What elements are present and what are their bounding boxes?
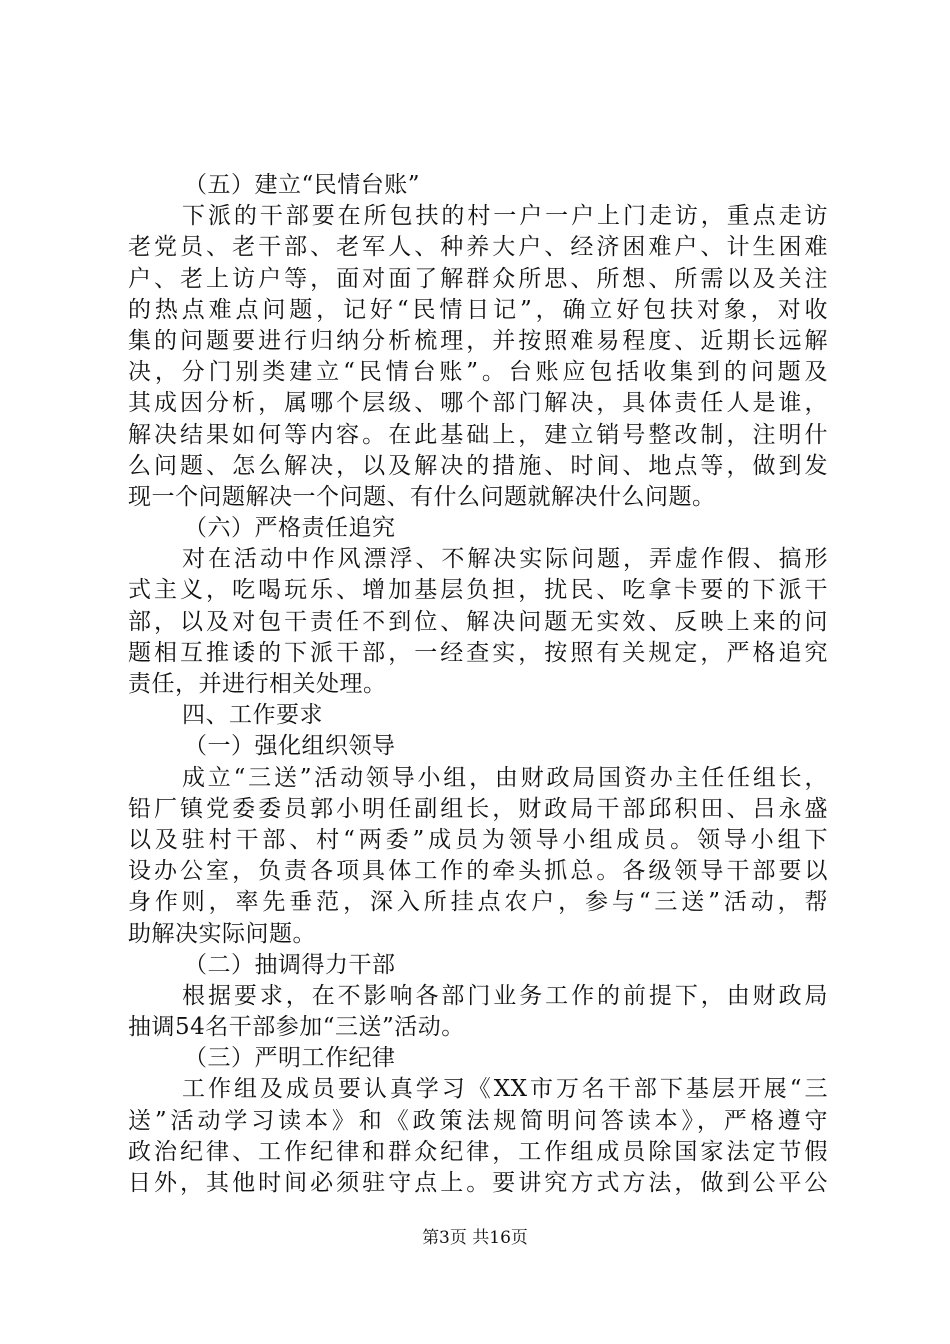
text-line: 对在活动中作风漂浮、不解决实际问题，弄虚作假、搞形 bbox=[182, 546, 828, 573]
text-line: 决，分门别类建立“民情台账”。台账应包括收集到的问题及 bbox=[128, 359, 828, 386]
text-line: 式主义，吃喝玩乐、增加基层负担，扰民、吃拿卡要的下派干 bbox=[128, 577, 828, 604]
text-line: 老党员、老干部、老军人、种养大户、经济困难户、计生困难 bbox=[128, 234, 828, 261]
text-line: 题相互推诿的下派干部，一经查实，按照有关规定，严格追究 bbox=[128, 639, 828, 666]
text-line: 的热点难点问题，记好“民情日记”，确立好包扶对象，对收 bbox=[128, 296, 828, 323]
text-line: 日外，其他时间必须驻守点上。要讲究方式方法，做到公平公 bbox=[128, 1170, 828, 1196]
section-heading-line: （五）建立“民情台账” bbox=[184, 172, 421, 198]
text-line: 成立“三送”活动领导小组，由财政局国资办主任任组长， bbox=[182, 764, 828, 791]
text-line: 其成因分析，属哪个层级、哪个部门解决，具体责任人是谁， bbox=[128, 390, 828, 417]
text-line: 设办公室，负责各项具体工作的牵头抓总。各级领导干部要以 bbox=[128, 858, 828, 885]
text-line: 工作组及成员要认真学习《XX市万名干部下基层开展“三 bbox=[182, 1076, 828, 1103]
text-line: 四、工作要求 bbox=[182, 702, 323, 729]
text-line: 抽调54名干部参加“三送”活动。 bbox=[128, 1014, 465, 1041]
text-line: 政治纪律、工作纪律和群众纪律，工作组成员除国家法定节假 bbox=[128, 1138, 828, 1165]
text-line: 以及驻村干部、村“两委”成员为领导小组成员。领导小组下 bbox=[128, 826, 828, 853]
text-line: 下派的干部要在所包扶的村一户一户上门走访，重点走访 bbox=[182, 203, 828, 230]
text-line: 么问题、怎么解决，以及解决的措施、时间、地点等，做到发 bbox=[128, 452, 828, 479]
text-line: 助解决实际问题。 bbox=[128, 920, 316, 947]
section-heading-line: （三）严明工作纪律 bbox=[184, 1045, 396, 1072]
section-heading-line: （六）严格责任追究 bbox=[184, 515, 396, 542]
text-line: 户、老上访户等，面对面了解群众所思、所想、所需以及关注 bbox=[128, 265, 828, 292]
page-footer: 第3页 共16页 bbox=[422, 1228, 528, 1248]
text-line: 根据要求，在不影响各部门业务工作的前提下，由财政局 bbox=[182, 982, 828, 1009]
text-line: 身作则，率先垂范，深入所挂点农户，参与“三送”活动，帮 bbox=[128, 889, 828, 916]
text-line: 部，以及对包干责任不到位、解决问题无实效、反映上来的问 bbox=[128, 608, 828, 635]
text-line: 铅厂镇党委委员郭小明任副组长，财政局干部邱积田、吕永盛 bbox=[128, 795, 828, 822]
section-heading-line: （二）抽调得力干部 bbox=[184, 951, 396, 978]
section-heading-line: （一）强化组织领导 bbox=[184, 733, 396, 760]
text-line: 解决结果如何等内容。在此基础上，建立销号整改制，注明什 bbox=[128, 421, 828, 448]
text-line: 集的问题要进行归纳分析梳理，并按照难易程度、近期长远解 bbox=[128, 327, 828, 354]
text-line: 送”活动学习读本》和《政策法规简明问答读本》，严格遵守 bbox=[128, 1107, 828, 1134]
text-line: 责任，并进行相关处理。 bbox=[128, 671, 387, 697]
text-line: 现一个问题解决一个问题、有什么问题就解决什么问题。 bbox=[128, 483, 716, 510]
document-body bbox=[128, 170, 828, 1199]
